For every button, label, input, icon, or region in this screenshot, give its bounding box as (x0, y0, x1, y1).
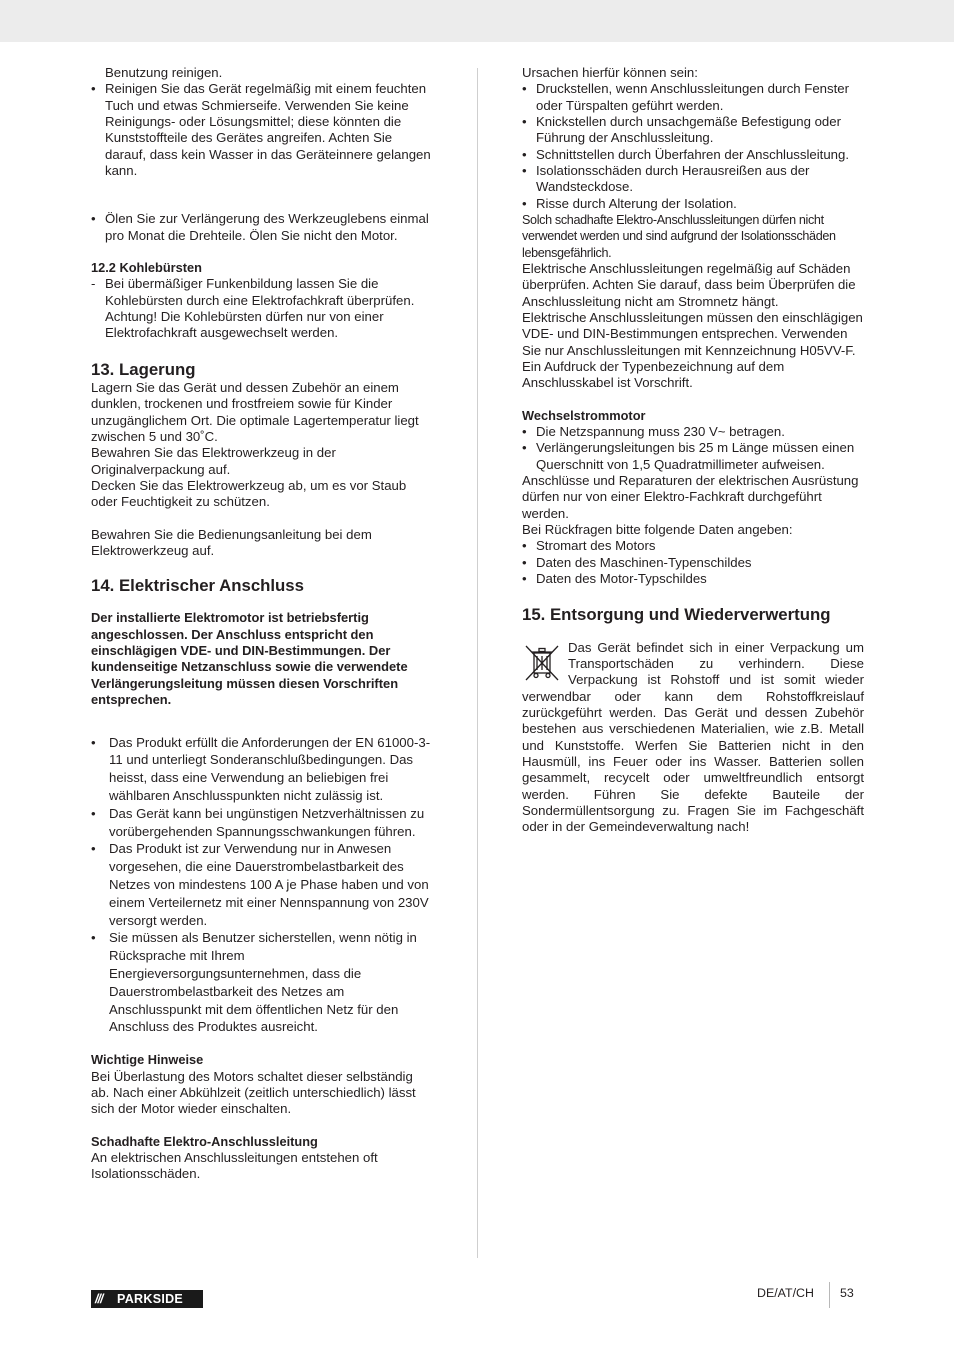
subsection-heading-kohlebuersten: 12.2 Kohlebürsten (91, 260, 202, 276)
paragraph: Decken Sie das Elektrowerkzeug ab, um es vor Staub oder Feuchtigkeit zu schützen. (91, 477, 407, 510)
subsection-heading-wechselstrommotor: Wechselstrommotor (522, 407, 646, 423)
logo-slashes: /// (95, 1292, 103, 1306)
column-divider (477, 68, 478, 1258)
crossed-out-wheelie-bin-icon (522, 642, 562, 682)
page-footer (0, 1282, 954, 1322)
paragraph: Ein Aufdruck der Typenbezeichnung auf dem Anschlusskabel ist Vorschrift. (522, 359, 785, 391)
section-heading-lagerung: 13. Lagerung (91, 359, 196, 379)
paragraph: Lagern Sie das Gerät und dessen Zubehör an einem dunklen, trockenen und frostfreiem sowie für Kinder unzugänglichem Ort. Die optimale Lagertemperatur liegt zwischen 5 und 30˚C. (91, 379, 419, 444)
section-heading-elektrischer-anschluss: 14. Elektrischer Anschluss (91, 576, 304, 596)
list-item: • Das Gerät kann bei ungünstigen Netzverhältnissen zu vorübergehenden Spannungsschwankungen führen. (91, 805, 433, 841)
disposal-block (522, 640, 864, 836)
list-item: • Sie müssen als Benutzer sicherstellen, wenn nötig in Rücksprache mit Ihrem Energieversorgungsunternehmen, dass die Dauerstrombelastbarkeit des Netzes am Anschlusspunkt mit dem öffentlichen Netz für den Anschluss des Produktes ausreicht. (91, 929, 433, 1036)
list-item: • Daten des Motor-Typschildes (522, 571, 864, 587)
list-item: • Verlängerungsleitungen bis 25 m Länge müssen einen Querschnitt von 1,5 Quadratmillimeter aufweisen. (522, 440, 864, 473)
disposal-paragraph: Das Gerät befindet sich in einer Verpackung um Transportschäden zu verhindern. Diese Verpackung ist Rohstoff und ist somit wieder verwendbar oder kann dem Rohstoffkreislauf zurückgeführt werden. Das Gerät und dessen Zubehör bestehen aus verschiedenen Materialien, wie z.B. Metall und Kunststoffe. Werfen Sie Batterien nicht in den Hausmüll, ins Feuer oder ins Wasser. Batterien sollen gesammelt, recycelt oder umweltfreundlich entsorgt werden. Führen Sie defekte Bauteile der Sondermüllentsorgung zu. Fragen Sie im Fachgeschäft oder in der Gemeindeverwaltung nach! (522, 639, 864, 835)
paragraph: An elektrischen Anschlussleitungen entstehen oft Isolationsschäden. (91, 1149, 378, 1182)
data-list (522, 538, 864, 587)
list-item: • Schnittstellen durch Überfahren der Anschlussleitung. (522, 147, 864, 163)
oiling-list (91, 211, 433, 244)
list-item: • Das Produkt ist zur Verwendung nur in Anwesen vorgesehen, die eine Dauerstrombelastbarkeit des Netzes von mindestens 100 A je Phase haben und von einem Verteilernetz mit einer Nennspannung von 230V versorgt werden. (91, 840, 433, 929)
subsection-heading-schadhafte-leitung: Schadhafte Elektro-Anschlussleitung (91, 1133, 318, 1149)
paragraph: Bei Rückfragen bitte folgende Daten angeben: (522, 522, 793, 538)
list-item: • Stromart des Motors (522, 538, 864, 554)
paragraph: Bei Überlastung des Motors schaltet dieser selbständig ab. Nach einer Abkühlzeit (zeitlich unterschiedlich) lässt sich der Motor wieder einschalten. (91, 1068, 416, 1117)
list-item: • Druckstellen, wenn Anschlussleitungen durch Fenster oder Türspalten geführt werden. (522, 81, 864, 114)
ac-motor-list (522, 424, 864, 473)
left-column (91, 65, 433, 1183)
cleaning-list (91, 81, 433, 179)
bold-notice: Der installierte Elektromotor ist betriebsfertig angeschlossen. Der Anschluss entspricht den einschlägigen VDE- und DIN-Bestimmungen. Der kundenseitige Netzanschluss sowie die verwendete Verlängerungsleitung müssen diesen Vorschriften entsprechen. (91, 610, 408, 708)
list-item: • Die Netzspannung muss 230 V~ betragen. (522, 424, 864, 440)
paragraph: Elektrische Anschlussleitungen regelmäßig auf Schäden überprüfen. Achten Sie darauf, dass beim Überprüfen die Anschlussleitung nicht am Stromnetz hängt. (522, 260, 856, 309)
list-item: • Das Produkt erfüllt die Anforderungen der EN 61000-3-11 und unterliegt Sonderanschlußbedingungen. Das heisst, dass eine Verwendung an beliebigen frei wählbaren Anschlusspunkten nicht zulässig ist. (91, 734, 433, 805)
list-item: • Daten des Maschinen-Typenschildes (522, 555, 864, 571)
list-item: • Ölen Sie zur Verlängerung des Werkzeuglebens einmal pro Monat die Drehteile. Ölen Sie nicht den Motor. (91, 211, 433, 244)
parkside-logo (91, 1290, 203, 1308)
paragraph: Bewahren Sie die Bedienungsanleitung bei dem Elektrowerkzeug auf. (91, 526, 372, 558)
page-header-band (0, 0, 954, 42)
list-item: • Isolationsschäden durch Herausreißen aus der Wandsteckdose. (522, 163, 864, 196)
paragraph: Solch schadhafte Elektro-Anschlussleitungen dürfen nicht verwendet werden und sind aufgrund der Isolationsschäden lebensgefährlich. (522, 213, 836, 260)
paragraph: Bewahren Sie das Elektrowerkzeug in der Originalverpackung auf. (91, 445, 336, 477)
paragraph: Anschlüsse und Reparaturen der elektrischen Ausrüstung dürfen nur von einer Elektro-Fachkraft durchgeführt werden. (522, 473, 859, 521)
list-item: • Knickstellen durch unsachgemäße Befestigung oder Führung der Anschlussleitung. (522, 114, 864, 147)
page-number: 53 (840, 1286, 854, 1300)
brushes-list (91, 276, 433, 341)
logo-wordmark: PARKSIDE (117, 1292, 184, 1306)
electric-requirements-list (91, 734, 433, 1037)
list-item: • Risse durch Alterung der Isolation. (522, 196, 864, 212)
list-item: • Reinigen Sie das Gerät regelmäßig mit einem feuchten Tuch und etwas Schmierseife. Verwenden Sie keine Reinigungs- oder Lösungsmittel; diese könnten die Kunststoffteile des Gerätes angreifen. Achten Sie darauf, dass kein Wasser in das Geräteinnere gelangen kann. (91, 81, 433, 179)
paragraph: Ursachen hierfür können sein: (522, 65, 698, 80)
list-item: - Bei übermäßiger Funkenbildung lassen Sie die Kohlebürsten durch eine Elektrofachkraft überprüfen. Achtung! Die Kohlebürsten dürfen nur von einer Elektrofachkraft ausgewechselt werden. (91, 276, 433, 341)
paragraph: Elektrische Anschlussleitungen müssen den einschlägigen VDE- und DIN-Bestimmungen entsprechen. Verwenden Sie nur Anschlussleitungen mit Kennzeichnung H05VV-F. (522, 310, 863, 358)
right-column (522, 65, 864, 836)
continued-line: Benutzung reinigen. (105, 65, 223, 80)
language-code: DE/AT/CH (757, 1286, 814, 1300)
causes-list (522, 81, 864, 212)
footer-separator (829, 1282, 830, 1308)
section-heading-entsorgung: 15. Entsorgung und Wiederverwertung (522, 604, 831, 624)
subsection-heading-hinweise: Wichtige Hinweise (91, 1052, 204, 1068)
